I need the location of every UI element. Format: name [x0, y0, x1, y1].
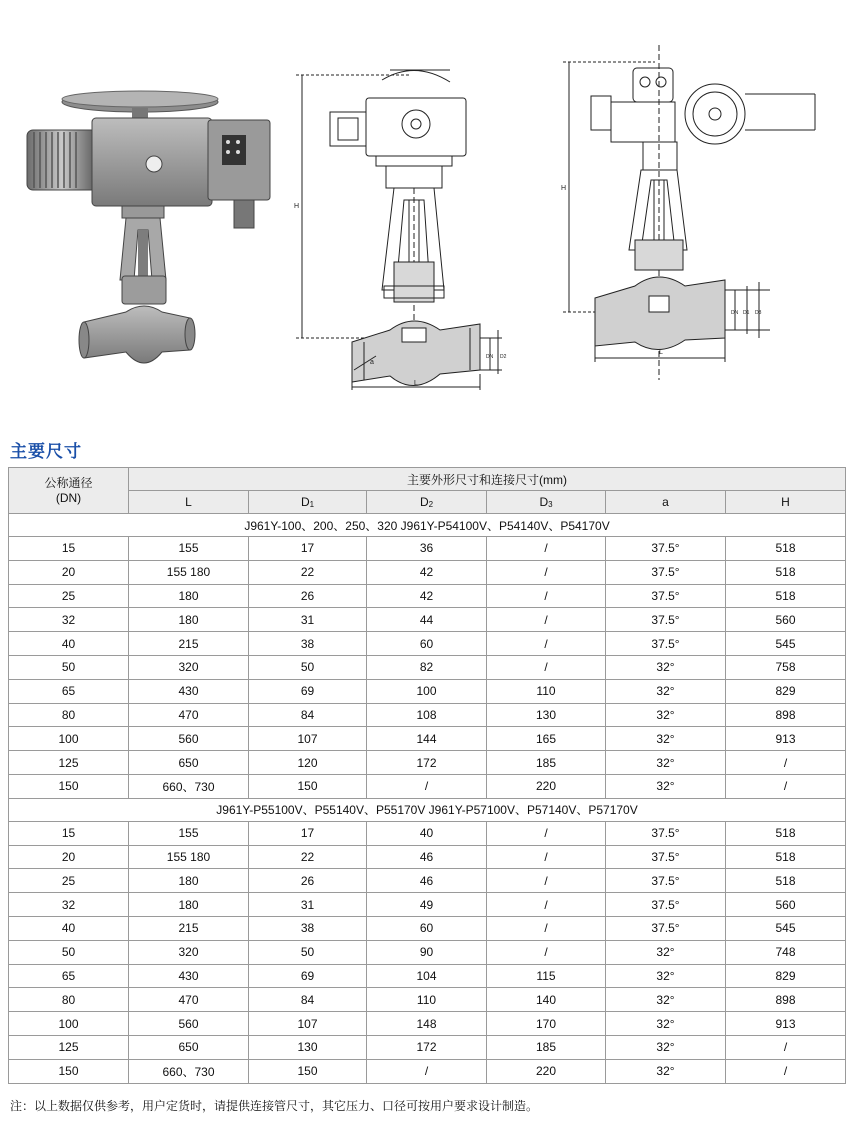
table-cell: 180: [129, 893, 249, 917]
table-cell: /: [487, 608, 606, 632]
table-cell: 180: [129, 608, 249, 632]
table-cell: 32°: [606, 774, 726, 798]
dim-h-label-2: H: [561, 185, 567, 192]
table-row: [9, 1012, 846, 1036]
table-cell: /: [487, 632, 606, 656]
table-cell: 108: [367, 703, 487, 727]
table-cell: 220: [487, 1059, 606, 1083]
table-cell: 22: [249, 845, 367, 869]
table-cell: 748: [726, 940, 846, 964]
table-cell: /: [367, 774, 487, 798]
table-cell: 150: [249, 774, 367, 798]
table-cell: 130: [487, 703, 606, 727]
column-header: [367, 491, 487, 514]
group-label: J961Y-100、200、250、320 J961Y-P54100V、P54140V、P54170V: [9, 514, 846, 537]
table-cell: 110: [367, 988, 487, 1012]
table-row: [9, 727, 846, 751]
table-cell: 80: [9, 703, 129, 727]
column-header-label: D: [300, 495, 310, 509]
table-cell: 37.5°: [606, 608, 726, 632]
table-cell: /: [487, 893, 606, 917]
dim-h-label: H: [294, 203, 300, 210]
table-row: [9, 845, 846, 869]
table-row: [9, 916, 846, 940]
table-row: [9, 703, 846, 727]
table-cell: 25: [9, 869, 129, 893]
table-cell: 40: [9, 632, 129, 656]
table-cell: 545: [726, 916, 846, 940]
table-cell: 50: [249, 655, 367, 679]
table-cell: 32°: [606, 703, 726, 727]
table-cell: 165: [487, 727, 606, 751]
table-cell: /: [726, 751, 846, 775]
table-cell: 107: [249, 1012, 367, 1036]
table-cell: 115: [487, 964, 606, 988]
group-header: 主要外形尺寸和连接尺寸(mm): [129, 468, 846, 491]
table-cell: /: [367, 1059, 487, 1083]
table-cell: 32°: [606, 964, 726, 988]
table-cell: 320: [129, 655, 249, 679]
table-cell: 37.5°: [606, 916, 726, 940]
table-cell: 17: [249, 821, 367, 845]
table-cell: 65: [9, 679, 129, 703]
group-label-row: [9, 514, 846, 537]
table-cell: 430: [129, 679, 249, 703]
table-cell: 898: [726, 703, 846, 727]
column-header: [129, 491, 249, 514]
table-cell: 148: [367, 1012, 487, 1036]
table-row: [9, 608, 846, 632]
table-cell: 104: [367, 964, 487, 988]
table-cell: 80: [9, 988, 129, 1012]
column-header-subscript: 3: [548, 500, 553, 509]
dim-d2-label: D2: [500, 354, 507, 360]
table-row: [9, 632, 846, 656]
table-cell: 518: [726, 537, 846, 561]
table-cell: 32°: [606, 1012, 726, 1036]
table-row: [9, 869, 846, 893]
sectional-drawing-1: [290, 40, 530, 390]
table-cell: /: [726, 1059, 846, 1083]
table-cell: /: [487, 537, 606, 561]
table-row: [9, 1059, 846, 1083]
table-cell: /: [487, 845, 606, 869]
table-cell: 215: [129, 632, 249, 656]
table-cell: 898: [726, 988, 846, 1012]
table-cell: 560: [726, 608, 846, 632]
column-header-label: D: [539, 495, 549, 509]
table-cell: /: [487, 821, 606, 845]
table-cell: 660、730: [129, 774, 249, 798]
group-label-row: [9, 798, 846, 821]
dimensions-table: [8, 467, 846, 1084]
table-cell: /: [487, 916, 606, 940]
table-cell: 60: [367, 632, 487, 656]
table-cell: 69: [249, 679, 367, 703]
table-cell: 37.5°: [606, 821, 726, 845]
table-row: [9, 893, 846, 917]
table-cell: 144: [367, 727, 487, 751]
table-cell: 170: [487, 1012, 606, 1036]
column-header: [726, 491, 846, 514]
table-row: [9, 821, 846, 845]
table-cell: 82: [367, 655, 487, 679]
column-header-label: a: [662, 495, 669, 509]
table-cell: 60: [367, 916, 487, 940]
table-cell: 430: [129, 964, 249, 988]
table-cell: 84: [249, 703, 367, 727]
dim-l-label-2: L: [659, 349, 663, 356]
table-row: [9, 964, 846, 988]
table-cell: 220: [487, 774, 606, 798]
column-header: [487, 491, 606, 514]
table-cell: 150: [9, 774, 129, 798]
sectional-drawing-2: [555, 40, 830, 390]
column-header-subscript: 1: [309, 500, 315, 509]
table-cell: 32: [9, 608, 129, 632]
table-cell: 15: [9, 821, 129, 845]
table-cell: 42: [367, 560, 487, 584]
dn-header-sub: (DN): [55, 490, 82, 505]
column-headers-row: [9, 491, 846, 514]
table-cell: 180: [129, 869, 249, 893]
table-cell: 65: [9, 964, 129, 988]
table-cell: /: [487, 940, 606, 964]
valve-product-photo: [22, 90, 282, 390]
table-cell: 42: [367, 584, 487, 608]
table-cell: 140: [487, 988, 606, 1012]
table-cell: 40: [367, 821, 487, 845]
table-cell: 107: [249, 727, 367, 751]
table-cell: 37.5°: [606, 632, 726, 656]
table-cell: 660、730: [129, 1059, 249, 1083]
column-header: [249, 491, 367, 514]
table-cell: 150: [9, 1059, 129, 1083]
table-cell: 100: [367, 679, 487, 703]
column-header: [606, 491, 726, 514]
table-cell: 120: [249, 751, 367, 775]
table-cell: 44: [367, 608, 487, 632]
dn-header: [9, 468, 129, 514]
table-cell: 31: [249, 608, 367, 632]
table-cell: 69: [249, 964, 367, 988]
table-cell: 172: [367, 751, 487, 775]
table-cell: 50: [9, 655, 129, 679]
table-cell: 180: [129, 584, 249, 608]
dim-a-label: a: [370, 359, 374, 366]
table-row: [9, 751, 846, 775]
table-cell: 32°: [606, 727, 726, 751]
table-cell: /: [726, 774, 846, 798]
table-cell: 130: [249, 1035, 367, 1059]
table-cell: 560: [726, 893, 846, 917]
table-row: [9, 560, 846, 584]
table-cell: 20: [9, 845, 129, 869]
column-header-label: H: [781, 495, 790, 509]
table-cell: 100: [9, 727, 129, 751]
table-cell: 32: [9, 893, 129, 917]
table-cell: 50: [249, 940, 367, 964]
table-cell: 125: [9, 751, 129, 775]
table-cell: 829: [726, 679, 846, 703]
table-cell: 560: [129, 727, 249, 751]
table-cell: 38: [249, 916, 367, 940]
table-cell: /: [487, 869, 606, 893]
table-cell: 172: [367, 1035, 487, 1059]
table-cell: 758: [726, 655, 846, 679]
table-cell: 37.5°: [606, 893, 726, 917]
table-cell: /: [487, 560, 606, 584]
table-row: [9, 655, 846, 679]
table-cell: 40: [9, 916, 129, 940]
table-cell: 32°: [606, 751, 726, 775]
table-row: [9, 584, 846, 608]
footnote: 注：以上数据仅供参考，用户定货时，请提供连接管尺寸，其它压力、口径可按用户要求设计制造。: [10, 1099, 539, 1113]
dim-dn-label-2: DN: [731, 310, 739, 316]
dim-dn-label: DN: [486, 354, 494, 360]
table-row: [9, 988, 846, 1012]
table-cell: 155: [129, 821, 249, 845]
table-cell: 320: [129, 940, 249, 964]
column-header-subscript: 2: [428, 500, 434, 509]
dim-l-label: L: [414, 380, 418, 387]
table-cell: 185: [487, 751, 606, 775]
table-cell: 518: [726, 845, 846, 869]
table-body: [9, 514, 846, 1084]
table-cell: 46: [367, 869, 487, 893]
table-cell: 470: [129, 703, 249, 727]
table-cell: 155 180: [129, 560, 249, 584]
table-cell: 50: [9, 940, 129, 964]
table-cell: 26: [249, 869, 367, 893]
figures-area: [0, 40, 850, 400]
table-cell: 518: [726, 584, 846, 608]
table-cell: 518: [726, 560, 846, 584]
table-cell: 37.5°: [606, 869, 726, 893]
table-cell: 32°: [606, 940, 726, 964]
table-cell: 110: [487, 679, 606, 703]
table-cell: 25: [9, 584, 129, 608]
table-cell: 37.5°: [606, 560, 726, 584]
dn-header-label: 公称通径: [44, 475, 93, 490]
table-cell: 32°: [606, 679, 726, 703]
table-cell: 518: [726, 869, 846, 893]
table-cell: 36: [367, 537, 487, 561]
table-row: [9, 679, 846, 703]
table-cell: 84: [249, 988, 367, 1012]
table-cell: 26: [249, 584, 367, 608]
table-cell: 37.5°: [606, 537, 726, 561]
table-cell: 37.5°: [606, 584, 726, 608]
table-cell: 650: [129, 751, 249, 775]
table-cell: 100: [9, 1012, 129, 1036]
column-header-label: L: [185, 495, 192, 509]
table-cell: 545: [726, 632, 846, 656]
table-cell: 125: [9, 1035, 129, 1059]
table-cell: 32°: [606, 1035, 726, 1059]
table-cell: 38: [249, 632, 367, 656]
table-row: [9, 537, 846, 561]
table-cell: 829: [726, 964, 846, 988]
table-cell: 155: [129, 537, 249, 561]
table-cell: 470: [129, 988, 249, 1012]
table-row: [9, 774, 846, 798]
table-cell: 185: [487, 1035, 606, 1059]
dim-d3-label-2: D3: [755, 310, 762, 316]
table-cell: 32°: [606, 988, 726, 1012]
table-cell: 518: [726, 821, 846, 845]
table-cell: 155 180: [129, 845, 249, 869]
table-cell: 32°: [606, 655, 726, 679]
section-title: 主要尺寸: [10, 442, 82, 461]
group-label: J961Y-P55100V、P55140V、P55170V J961Y-P57100V、P57140V、P57170V: [9, 798, 846, 821]
table-cell: 46: [367, 845, 487, 869]
table-row: [9, 940, 846, 964]
table-cell: 913: [726, 727, 846, 751]
table-cell: 37.5°: [606, 845, 726, 869]
table-cell: 150: [249, 1059, 367, 1083]
table-cell: 49: [367, 893, 487, 917]
table-cell: 913: [726, 1012, 846, 1036]
table-cell: 17: [249, 537, 367, 561]
table-cell: 90: [367, 940, 487, 964]
table-cell: 215: [129, 916, 249, 940]
table-cell: 15: [9, 537, 129, 561]
table-cell: 560: [129, 1012, 249, 1036]
table-cell: /: [726, 1035, 846, 1059]
table-cell: 20: [9, 560, 129, 584]
table-cell: 22: [249, 560, 367, 584]
table-cell: 32°: [606, 1059, 726, 1083]
column-header-label: D: [419, 495, 429, 509]
table-row: [9, 1035, 846, 1059]
table-cell: 31: [249, 893, 367, 917]
table-cell: 650: [129, 1035, 249, 1059]
dim-d1-label-2: D1: [743, 310, 750, 316]
table-cell: /: [487, 584, 606, 608]
table-cell: /: [487, 655, 606, 679]
